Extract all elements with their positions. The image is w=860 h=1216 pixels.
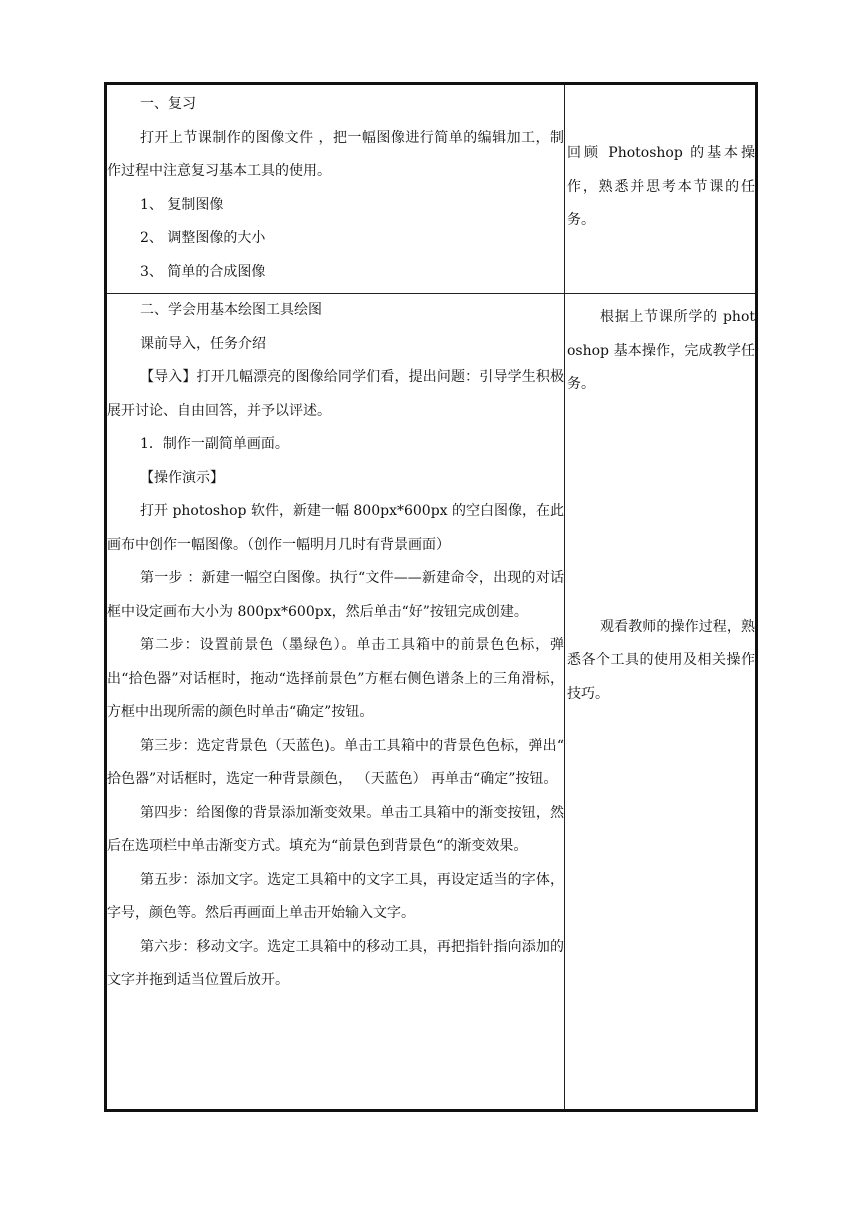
step-text: 第四步：给图像的背景添加渐变效果。单击工具箱中的渐变按钮，然后在选项栏中单击渐变方式。填充为“前景色到背景色“的渐变效果。 [107,804,564,854]
section-heading: 二、学会用基本绘图工具绘图 [140,302,322,318]
paragraph: 【导入】打开几幅漂亮的图像给同学们看，提出问题：引导学生积极展开讨论、自由回答，并予以评述。 [107,369,564,419]
table-row [106,84,757,294]
demo-label: 【操作演示】 [140,469,224,486]
drawing-content-cell [106,294,565,1111]
list-item: 1、 复制图像 [140,196,224,213]
paragraph: 打开上节课制作的图像文件 ，把一幅图像进行简单的编辑加工，制作过程中注意复习基本工具的使用。 [107,129,564,179]
student-activity-text: 观看教师的操作过程，熟悉各个工具的使用及相关操作技巧。 [567,618,755,702]
step-text: 第一步 ：新建一幅空白图像。执行“文件——新建命令，出现的对话框中设定画布大小为 800px*600px，然后单击“好”按钮完成创建。 [107,570,564,620]
review-activity-cell [565,84,757,294]
student-activity-text: 根据上节课所学的 photoshop 基本操作，完成教学任务。 [567,309,755,392]
task-text: 1．制作一副简单画面。 [140,436,289,452]
drawing-activity-cell [565,294,757,1111]
list-item: 3、 简单的合成图像 [140,263,266,280]
student-activity-text: 回顾 Photoshop 的基本操作，熟悉并思考本节课的任务。 [567,145,755,229]
subheading: 课前导入，任务介绍 [140,335,266,352]
section-heading: 一、复习 [140,96,196,112]
step-text: 第三步：选定背景色（天蓝色)。单击工具箱中的背景色色标，弹出“ 拾色器”对话框时，选定一种背景颜色， （天蓝色） 再单击“确定”按钮。 [107,737,564,787]
paragraph: 打开 photoshop 软件，新建一幅 800px*600px 的空白图像，在此画布中创作一幅图像。（创作一幅明月几时有背景画面） [107,503,565,553]
step-text: 第二步：设置前景色（墨绿色）。单击工具箱中的前景色色标，弹出“拾色器”对话框时，拖动“选择前景色”方框右侧色谱条上的三角滑标，方框中出现所需的颜色时单击“确定”按钮。 [107,637,564,720]
table-row [106,294,757,1111]
review-content-cell [106,84,565,294]
step-text: 第六步：移动文字。选定工具箱中的移动工具，再把指针指向添加的文字并拖到适当位置后放开。 [107,938,564,988]
lesson-plan-table [104,82,758,1112]
step-text: 第五步：添加文字。选定工具箱中的文字工具，再设定适当的字体，字号，颜色等。然后再画面上单击开始输入文字。 [107,871,564,921]
list-item: 2、 调整图像的大小 [140,230,266,246]
